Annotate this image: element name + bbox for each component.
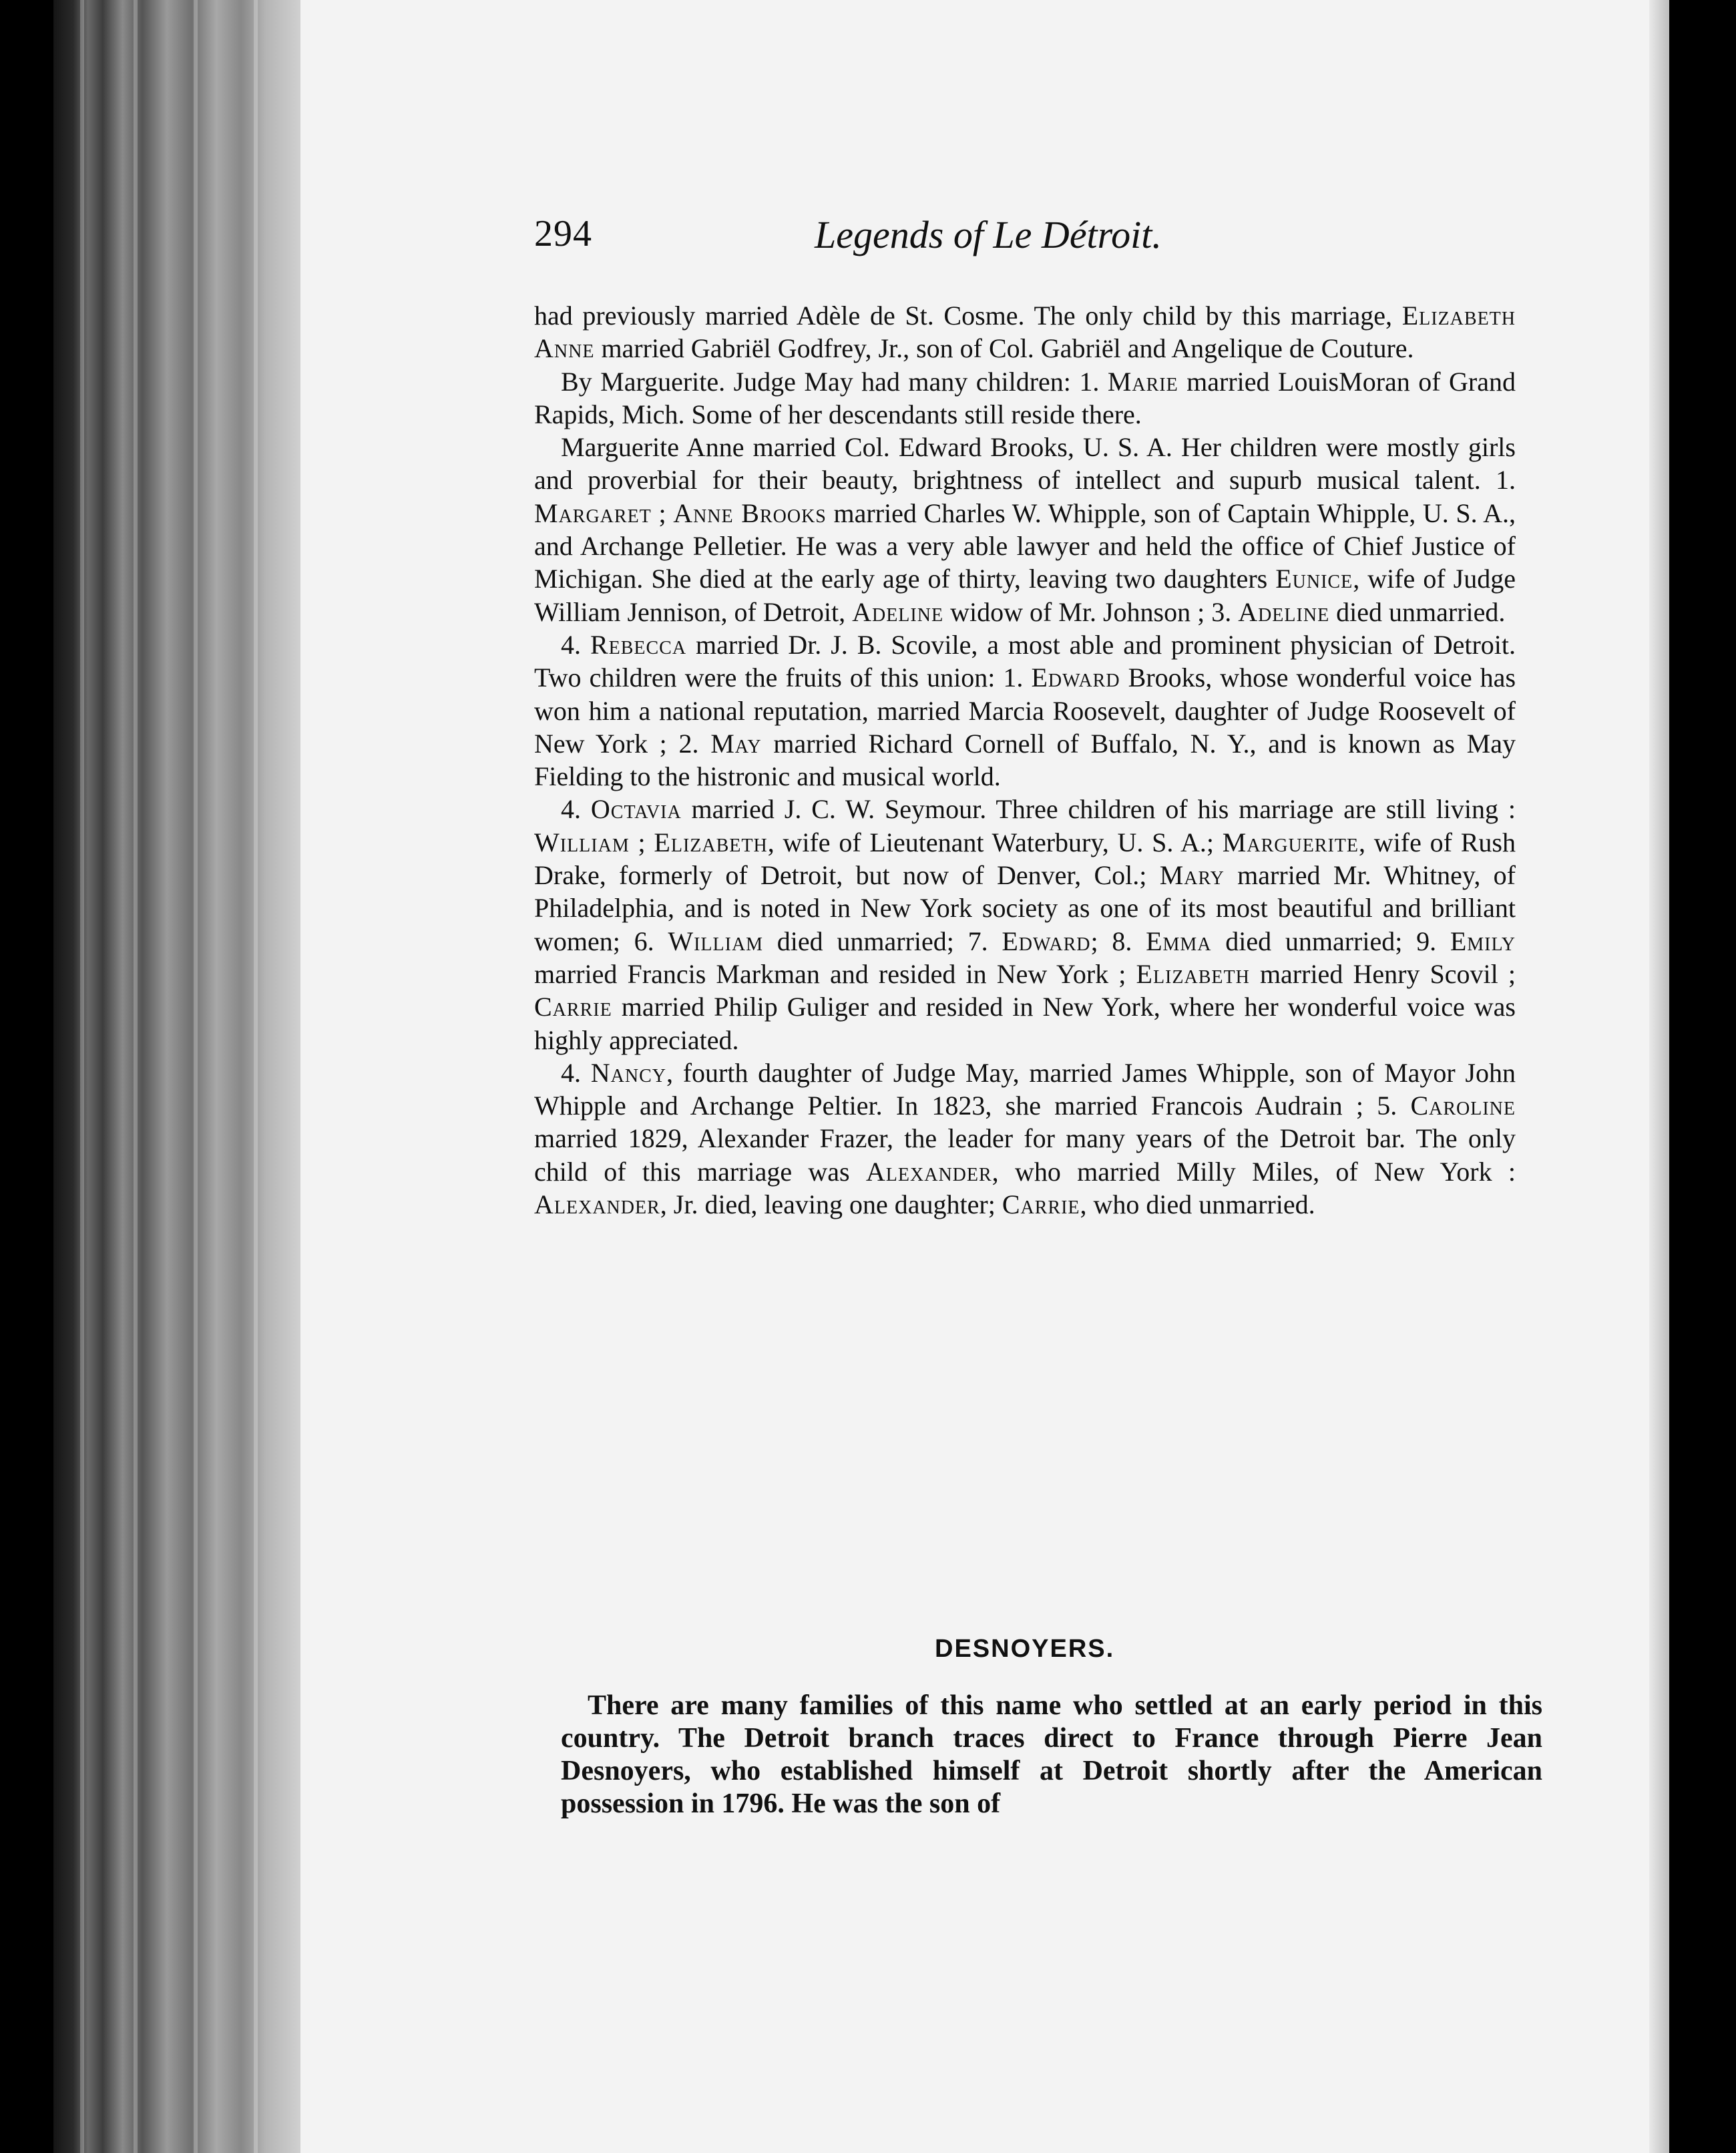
- book-page-edges: [53, 0, 300, 2153]
- page-number: 294: [534, 213, 592, 254]
- paragraph: By Marguerite. Judge May had many children: 1. Marie married LouisMoran of Grand Rapids, Mich. Some of her descendants still reside there.: [534, 366, 1516, 429]
- paragraph: 4. Nancy, fourth daughter of Judge May, married James Whipple, son of Mayor John Whipple and Archange Peltier. In 1823, she married Francois Audrain ; 5. Caroline married 1829, Alexander Frazer, the leader for many years of the Detroit bar. The only child of this marriage was Alexander, who married Milly Miles, of New York : Alexander, Jr. died, leaving one daughter; Carrie, who died unmarried.: [534, 1057, 1516, 1220]
- running-title: Legends of Le Détroit.: [815, 213, 1162, 256]
- body-text: [534, 299, 1516, 1221]
- page-fold-shadow: [1649, 0, 1669, 2153]
- section-text: [561, 1690, 1542, 1820]
- paragraph: 4. Rebecca married Dr. J. B. Scovile, a most able and prominent physician of Detroit. Two children were the fruits of this union: 1. Edward Brooks, whose wonderful voice has won him a national reputation, married Marcia Roosevelt, daughter of Judge Roosevelt of New York ; 2. May married Richard Cornell of Buffalo, N. Y., and is known as May Fielding to the histronic and musical world.: [534, 629, 1516, 792]
- paragraph: 4. Octavia married J. C. W. Seymour. Three children of his marriage are still living : William ; Elizabeth, wife of Lieutenant Waterbury, U. S. A.; Marguerite, wife of Rush Drake, formerly of Detroit, but now of Denver, Col.; Mary married Mr. Whitney, of Philadelphia, and is noted in New York society as one of its most beautiful and brilliant women; 6. William died unmarried; 7. Edward; 8. Emma died unmarried; 9. Emily married Francis Markman and resided in New York ; Elizabeth married Henry Scovil ; Carrie married Philip Guliger and resided in New York, where her wonderful voice was highly appreciated.: [534, 794, 1516, 1055]
- page-header: [534, 212, 1269, 266]
- paragraph: had previously married Adèle de St. Cosme. The only child by this marriage, Elizabeth Anne married Gabriël Godfrey, Jr., son of Col. Gabriël and Angelique de Couture.: [534, 301, 1516, 364]
- paragraph: There are many families of this name who settled at an early period in this country. The Detroit branch traces direct to France through Pierre Jean Desnoyers, who established himself at Detroit shortly after the American possession in 1796. He was the son of: [561, 1690, 1542, 1819]
- paragraph: Marguerite Anne married Col. Edward Brooks, U. S. A. Her children were mostly girls and proverbial for their beauty, brightness of intellect and supurb musical talent. 1. Margaret ; Anne Brooks married Charles W. Whipple, son of Captain Whipple, U. S. A., and Archange Pelletier. He was a very able lawyer and held the office of Chief Justice of Michigan. She died at the early age of thirty, leaving two daughters Eunice, wife of Judge William Jennison, of Detroit, Adeline widow of Mr. Johnson ; 3. Adeline died unmarried.: [534, 432, 1516, 627]
- scan-border-right: [1669, 0, 1736, 2153]
- section-heading: DESNOYERS.: [935, 1635, 1115, 1663]
- scan-border-left: [0, 0, 53, 2153]
